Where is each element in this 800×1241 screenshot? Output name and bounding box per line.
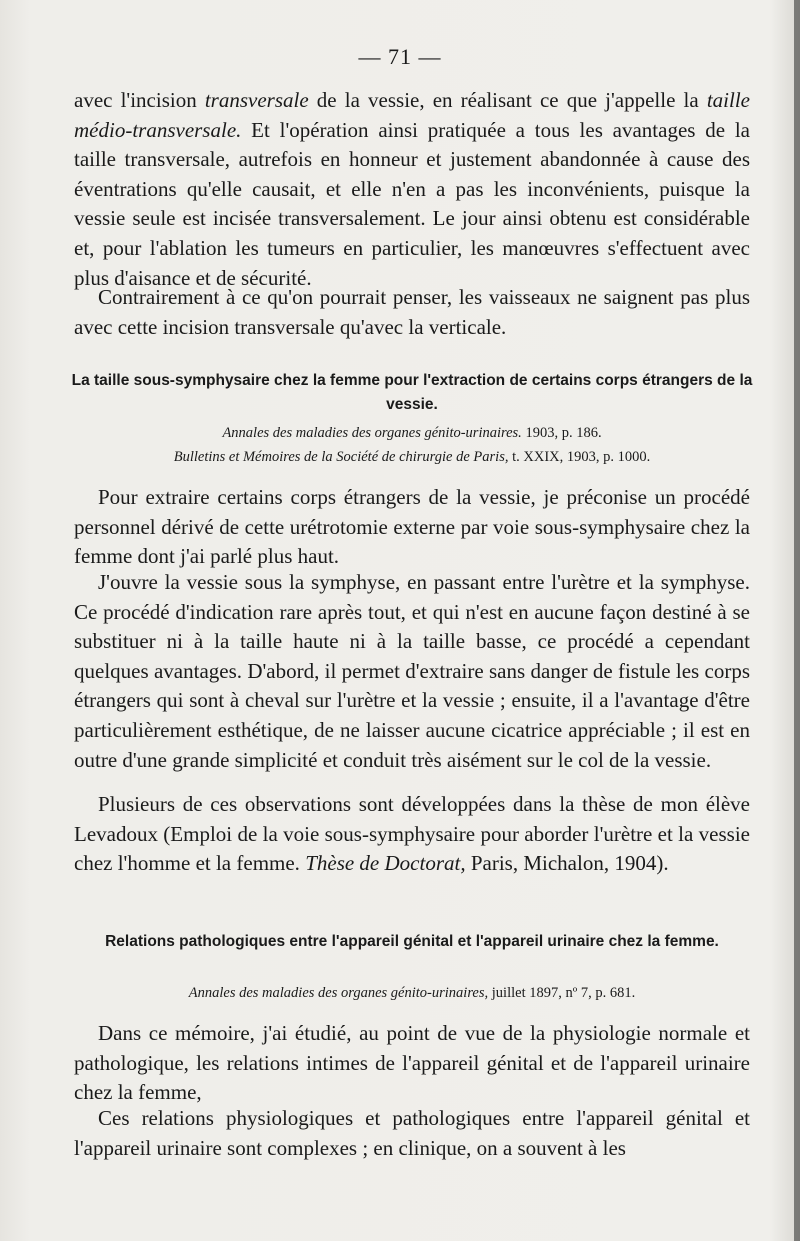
section1-cite2-ref: t. XXIX, 1903, p. 1000. [508, 449, 651, 465]
section1-paragraph-2: J'ouvre la vessie sous la symphyse, en passant entre l'urètre et la symphyse. Ce procédé d'indication rare après tout, et qui n'est en aucune façon destiné à se substituer ni à la taille haute ni à la taille basse, ce procédé a cependant quelques avantages. D'abord, il permet d'extraire sans danger de fistule les corps étrangers qui sont à cheval sur l'urètre et la vessie ; ensuite, il a l'avantage d'être particulièrement esthétique, de ne laisser aucune cicatrice appréciable ; il est en outre d'une grande simplicité et conduit très aisément sur le col de la vessie. [74, 570, 750, 772]
section1-cite1-journal: Annales des maladies des organes génito-urinaires. [222, 425, 522, 441]
section1-paragraph-3 [74, 790, 750, 879]
intro-paragraph-2: Contrairement à ce qu'on pourrait penser, les vaisseaux ne saignent pas plus avec cette incision transversale qu'avec la verticale. [74, 285, 750, 339]
section1-paragraph-1: Pour extraire certains corps étrangers de la vessie, je préconise un procédé personnel dérivé de cette urétrotomie externe par voie sous-symphysaire chez la femme dont j'ai parlé plus haut. [74, 485, 750, 569]
intro-text-c: de la vessie, en réalisant ce que j'appelle la [308, 88, 707, 112]
section1-cite1-ref: 1903, p. 186. [521, 425, 602, 441]
section2-cite-journal: Annales des maladies des organes génito-urinaires, [188, 985, 489, 1001]
section2-paragraph-2: Ces relations physiologiques et pathologiques entre l'appareil génital et l'appareil urinaire sont complexes ; en clinique, on a souvent à les [74, 1106, 750, 1160]
section1-p3-text-c: Paris, Michalon, 1904). [465, 851, 669, 876]
section1-p3-italic-these: Thèse de Doctorat, [305, 851, 466, 876]
section1-citation-1 [70, 423, 754, 443]
intro-text-e: Et l'opération ainsi pratiquée a tous les avantages de la taille transversale, autrefois en honneur et justement abandonnée à cause des éventrations qu'elle causait, et elle n'en a pas les inconvénients, puisque la vessie seule est incisée transversalement. Le jour ainsi obtenu est considérable et, pour l'ablation les tumeurs en particulier, les manœuvres s'effectuent avec plus d'aisance et de sécurité. [74, 117, 750, 290]
section1-heading: La taille sous-symphysaire chez la femme pour l'extraction de certains corps étrangers de la vessie. [71, 372, 753, 413]
page-edge-shadow [794, 0, 800, 1241]
intro-paragraph-1 [74, 86, 750, 293]
section1-cite2-journal: Bulletins et Mémoires de la Société de chirurgie de Paris, [173, 449, 509, 465]
section1-p3-text-a: Plusieurs de ces observations sont développées dans la thèse de mon élève Levadoux (Emploi de la voie sous-symphysaire pour aborder l'urètre et la vessie chez l'homme et la femme. [74, 792, 750, 876]
intro-italic-taille: taille médio-transversale. [74, 88, 750, 142]
section2-citation [70, 983, 754, 1003]
section1-citation-2 [70, 447, 754, 467]
intro-text-a: avec l'incision [74, 88, 205, 112]
section2-heading: Relations pathologiques entre l'appareil génital et l'appareil urinaire chez la femme. [105, 933, 719, 950]
intro-italic-transversale: transversale [204, 88, 309, 112]
section2-paragraph-1: Dans ce mémoire, j'ai étudié, au point de vue de la physiologie normale et pathologique, les relations intimes de l'appareil génital et de l'appareil urinaire chez la femme, [74, 1021, 750, 1105]
section2-cite-ref: juillet 1897, nº 7, p. 681. [488, 985, 636, 1001]
page-number: — 71 — [358, 44, 442, 69]
